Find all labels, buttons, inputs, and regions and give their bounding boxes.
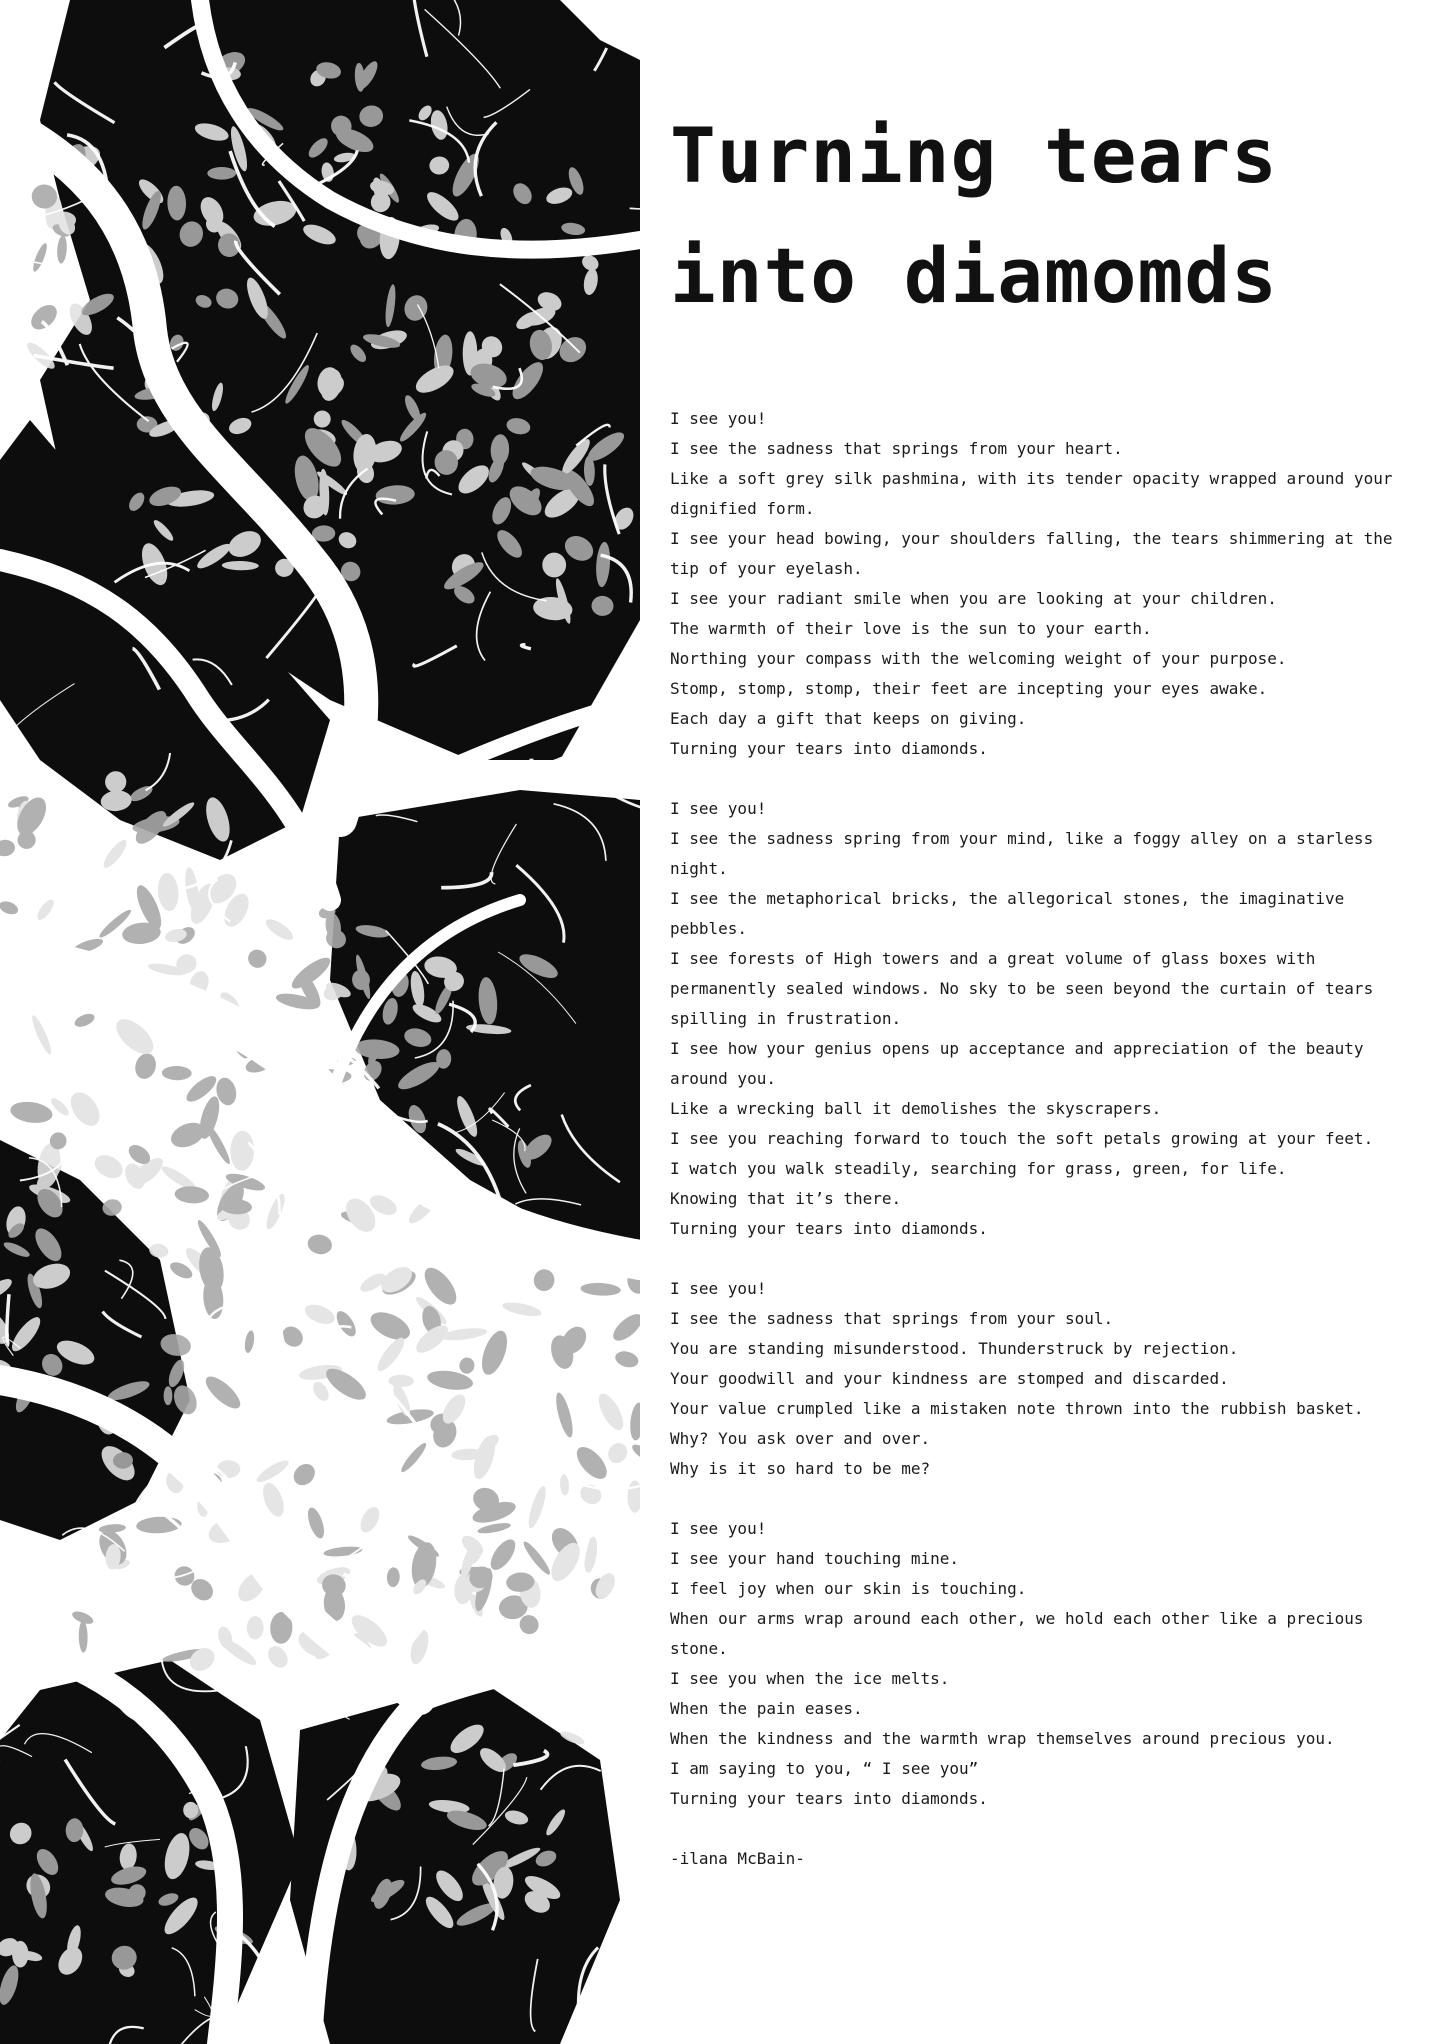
leaf-shape: [29, 1014, 54, 1057]
poem-line: The warmth of their love is the sun to your earth.: [670, 619, 1152, 638]
leaf-shape: [73, 1011, 97, 1029]
leaf-shape: [571, 1442, 612, 1484]
leaf-shape: [594, 1390, 628, 1434]
poem-line: I see you when the ice melts.: [670, 1669, 950, 1688]
leaf-shape: [91, 1150, 127, 1182]
leaf-shape: [333, 1308, 360, 1339]
poem-line: I see the sadness spring from your mind, like a foggy alley on a starless night.: [670, 829, 1374, 878]
leaf-shape: [243, 1330, 255, 1354]
stanza-1: [670, 404, 1420, 764]
twig-line: [95, 867, 107, 900]
twig-line: [521, 775, 546, 784]
leaf-shape: [174, 1185, 210, 1204]
poem-line: I see you!: [670, 799, 767, 818]
poem-line: I see the sadness that springs from your heart.: [670, 439, 1123, 458]
poem-line: Like a wrecking ball it demolishes the skyscrapers.: [670, 1099, 1162, 1118]
twig-line: [303, 1703, 350, 1719]
poem-line: I see you!: [670, 1279, 767, 1298]
poem-line: You are standing misunderstood. Thunderstruck by rejection.: [670, 1339, 1239, 1358]
stanza-3: [670, 1274, 1420, 1484]
leaf-shape: [310, 1379, 332, 1404]
poem-line: Stomp, stomp, stomp, their feet are incepting your eyes awake.: [670, 679, 1268, 698]
leaf-shape: [110, 1013, 159, 1060]
leaf-shape: [162, 1066, 192, 1081]
leaf-shape: [374, 1334, 409, 1374]
poem-line: Turning your tears into diamonds.: [670, 739, 988, 758]
poem-line: Why is it so hard to be me?: [670, 1459, 931, 1478]
leaf-shape: [388, 1375, 414, 1388]
leaf-shape: [132, 1051, 159, 1082]
poem-line: Turning your tears into diamonds.: [670, 1219, 988, 1238]
leaf-shape: [302, 1301, 337, 1328]
leaf-shape: [217, 1460, 241, 1478]
poem-line: I see your head bowing, your shoulders falling, the tears shimmering at the tip of your eyelash.: [670, 529, 1393, 578]
leaf-shape: [609, 1309, 640, 1345]
leaf-shape: [580, 1282, 621, 1297]
leaf-shape: [501, 1300, 542, 1319]
leaf-shape: [263, 916, 296, 944]
leaf-shape: [27, 300, 62, 334]
leaf-shape: [398, 1441, 429, 1475]
poem-line: Northing your compass with the welcoming weight of your purpose.: [670, 649, 1287, 668]
leaf-shape: [604, 1439, 630, 1466]
leaf-shape: [259, 1480, 288, 1519]
poem-body: [670, 404, 1420, 1874]
leaf-shape: [185, 1643, 219, 1675]
leaf-shape: [65, 1087, 106, 1131]
tree-branches-icon: [0, 0, 640, 2044]
leaf-shape: [254, 1457, 291, 1486]
leaf-shape: [613, 1349, 640, 1370]
poem-line: I see forests of High towers and a great volume of glass boxes with permanently sealed windows. No sky to be seen beyond the curtain of tears spilling in frustration.: [670, 949, 1374, 1028]
twig-line: [228, 1273, 301, 1287]
poem-line: When the kindness and the warmth wrap themselves around precious you.: [670, 1729, 1335, 1748]
leaf-shape: [207, 167, 236, 180]
poem-line: Knowing that it’s there.: [670, 1189, 902, 1208]
leaf-shape: [201, 1371, 245, 1413]
leaf-shape: [486, 1535, 520, 1574]
poem-line: I see the metaphorical bricks, the allegorical stones, the imaginative pebbles.: [670, 889, 1345, 938]
poem-line: When our arms wrap around each other, we hold each other like a precious stone.: [670, 1609, 1364, 1658]
leaf-shape: [357, 1504, 384, 1536]
leaf-shape: [630, 1441, 640, 1464]
poem-line: I see how your genius opens up acceptance and appreciation of the beauty around you.: [670, 1039, 1364, 1088]
leaf-shape: [386, 1567, 400, 1587]
leaf-shape: [559, 1474, 569, 1496]
poem-line: When the pain eases.: [670, 1699, 863, 1718]
poem-title: Turning tears into diamomds: [670, 111, 1278, 320]
leaf-shape: [230, 1130, 254, 1171]
leaf-shape: [289, 1460, 319, 1490]
leaf-shape: [31, 242, 50, 273]
leaf-shape: [263, 1192, 288, 1232]
leaf-shape: [366, 1307, 414, 1346]
poem-line: I see you reaching forward to touch the soft petals growing at your feet.: [670, 1129, 1374, 1148]
leaf-shape: [79, 1621, 88, 1653]
poem-line: Turning your tears into diamonds.: [670, 1789, 988, 1808]
stanza-4: [670, 1514, 1420, 1814]
leaf-shape: [306, 1233, 334, 1257]
leaf-shape: [521, 1539, 553, 1577]
leaf-shape: [56, 235, 67, 264]
leaf-shape: [9, 1099, 54, 1125]
twig-line: [281, 1285, 290, 1362]
leaf-shape: [218, 1635, 259, 1669]
poem-line: I see you!: [670, 409, 767, 428]
poem-line: I watch you walk steadily, searching for grass, green, for life.: [670, 1159, 1287, 1178]
leaf-shape: [0, 839, 16, 857]
poem-line: I feel joy when our skin is touching.: [670, 1579, 1027, 1598]
poem-line: I see you!: [670, 1519, 767, 1538]
leaf-shape: [458, 1357, 475, 1375]
poem-line: Like a soft grey silk pashmina, with its tender opacity wrapped around your dignified form.: [670, 469, 1393, 518]
leaf-shape: [477, 1521, 512, 1535]
author-signature: -ilana McBain-: [670, 1849, 805, 1868]
leaf-shape: [34, 897, 56, 922]
poem-line: Each day a gift that keeps on giving.: [670, 709, 1027, 728]
leaf-shape: [164, 1386, 173, 1405]
leaf-shape: [0, 899, 20, 917]
leaf-shape: [525, 1485, 549, 1530]
leaf-shape: [629, 1402, 640, 1441]
stanza-2: [670, 794, 1420, 1244]
poem-line: Your value crumpled like a mistaken note thrown into the rubbish basket.: [670, 1399, 1364, 1418]
leaf-shape: [196, 1245, 227, 1294]
twig-line: [588, 1973, 626, 2028]
twig-line: [174, 1210, 192, 1240]
leaf-shape: [264, 1642, 292, 1671]
poem-line: I am saying to you, “ I see you”: [670, 1759, 979, 1778]
leaf-shape: [100, 837, 130, 871]
poem-line: Your goodwill and your kindness are stomped and discarded.: [670, 1369, 1229, 1388]
tree-artwork: [0, 0, 640, 2044]
poem-line: I see your radiant smile when you are looking at your children.: [670, 589, 1277, 608]
twig-line: [618, 1514, 640, 1545]
leaf-shape: [247, 1616, 264, 1640]
leaf-shape: [156, 872, 179, 912]
twig-line: [603, 2025, 619, 2033]
twig-line: [569, 1479, 640, 1489]
twig-line: [344, 1306, 419, 1311]
leaf-shape: [553, 1391, 576, 1439]
leaf-shape: [305, 1505, 328, 1540]
poem-line: Why? You ask over and over.: [670, 1429, 931, 1448]
leaf-shape: [244, 946, 270, 972]
poem-line: I see your hand touching mine.: [670, 1549, 959, 1568]
poem-line: I see the sadness that springs from your soul.: [670, 1309, 1114, 1328]
